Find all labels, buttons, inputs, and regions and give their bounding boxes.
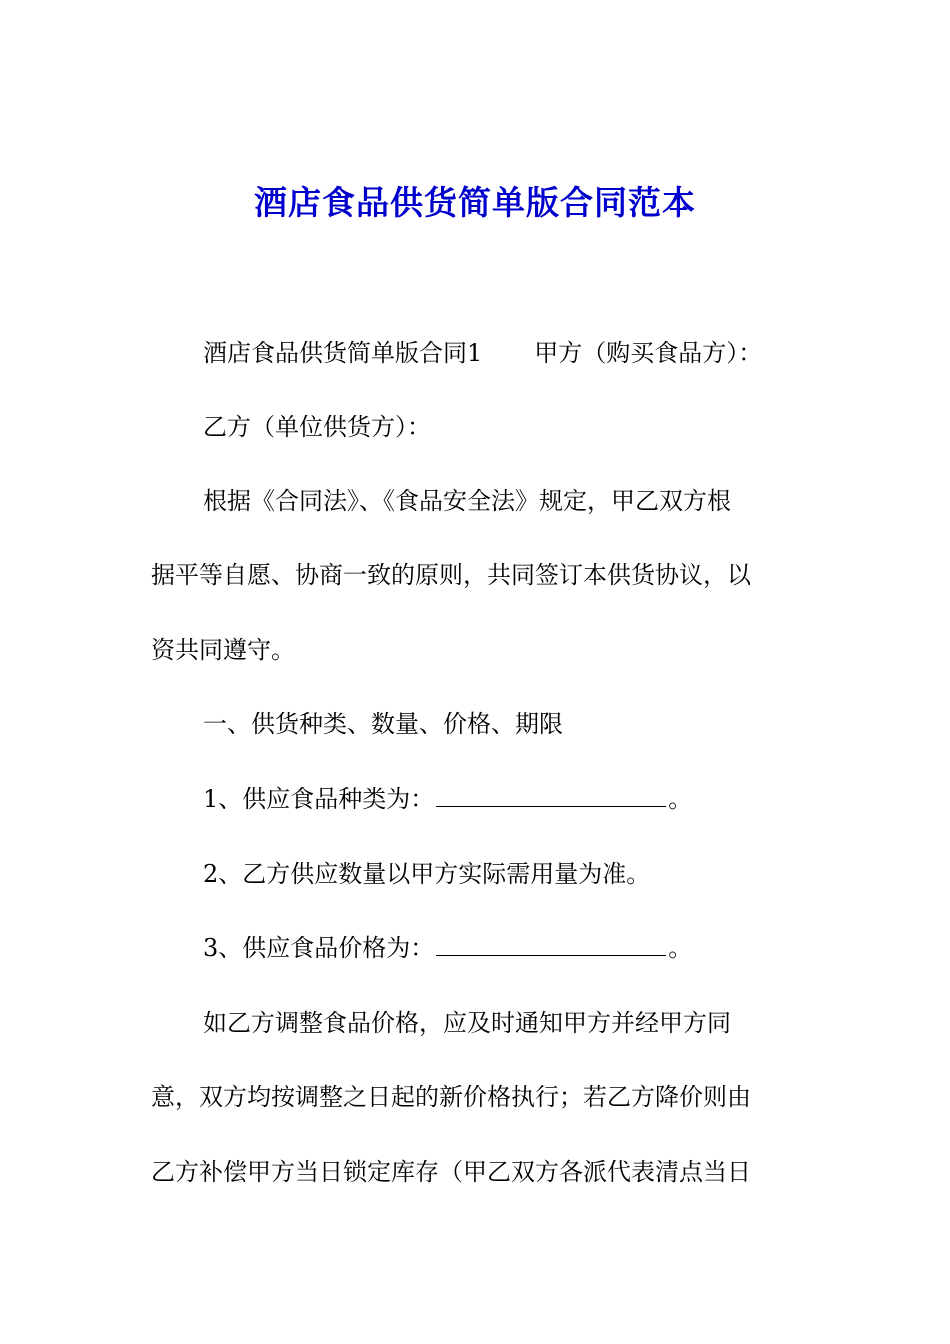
section-heading: 一、供货种类、数量、价格、期限	[203, 710, 563, 738]
paragraph-line: 根据《合同法》、《食品安全法》规定，甲乙双方根	[203, 487, 731, 515]
document-title: 酒店食品供货简单版合同范本	[254, 183, 696, 222]
party-b-label: 乙方（单位供货方）：	[203, 413, 431, 441]
paragraph-line: 意，双方均按调整之日起的新价格执行；若乙方降价则由	[151, 1083, 751, 1111]
item-label: 1、供应食品种类为：	[203, 785, 435, 813]
contract-header-line	[203, 335, 853, 371]
party-a-label: 甲方（购买食品方）：	[534, 339, 763, 367]
paragraph-line: 如乙方调整食品价格，应及时通知甲方并经甲方同	[203, 1009, 731, 1037]
item-food-price	[203, 930, 853, 966]
paragraph-line: 据平等自愿、协商一致的原则，共同签订本供货协议，以	[151, 561, 751, 589]
item-quantity: 2、乙方供应数量以甲方实际需用量为准。	[203, 860, 651, 888]
item-tail: 。	[668, 934, 693, 962]
item-tail: 。	[668, 785, 693, 813]
paragraph-line: 乙方补偿甲方当日锁定库存（甲乙双方各派代表清点当日	[151, 1158, 751, 1186]
fill-in-blank	[436, 933, 666, 956]
paragraph-line: 资共同遵守。	[151, 636, 295, 664]
contract-subtitle: 酒店食品供货简单版合同1	[203, 339, 483, 367]
item-food-type	[203, 781, 853, 817]
fill-in-blank	[436, 784, 666, 807]
item-label: 3、供应食品价格为：	[203, 934, 435, 962]
